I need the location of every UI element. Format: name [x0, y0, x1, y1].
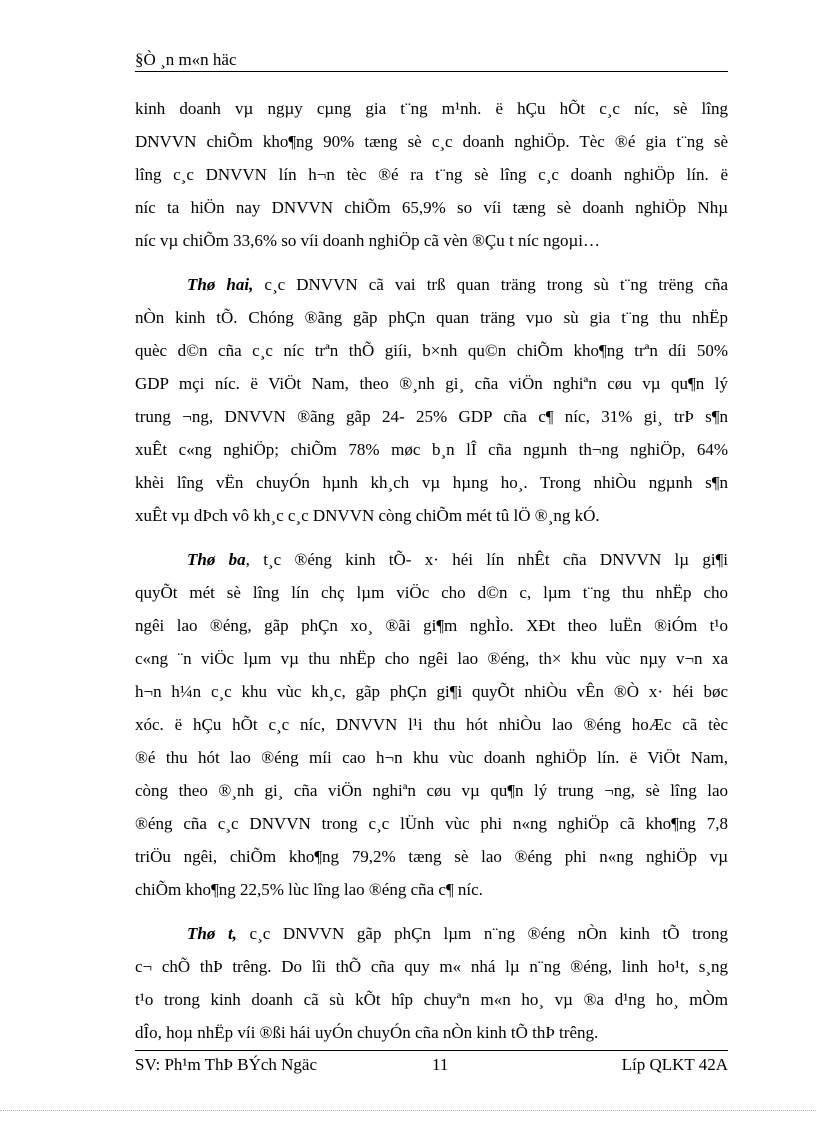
- text-line-rest: c¸c DNVVN gãp phÇn lµm n¨ng ®éng nÒn kinh tÕ trong: [236, 924, 728, 943]
- page-header: [135, 50, 728, 70]
- footer-class: Líp QLKT 42A: [621, 1055, 728, 1074]
- header-title: §Ò ¸n m«n häc: [135, 50, 237, 69]
- page-number: 11: [432, 1055, 449, 1074]
- text-line: nÒn kinh tÕ. Chóng ®ãng gãp phÇn quan träng vµo sù gia t¨ng thu nhËp: [135, 308, 728, 327]
- text-line: quyÕt mét sè lîng lín chç lµm viÖc cho d©n c, lµm t¨ng thu nhËp cho: [135, 583, 728, 602]
- text-line-first: [135, 268, 728, 301]
- text-line: t¹o trong kinh doanh cã sù kÕt hîp chuyªn m«n ho¸ vµ ®a d¹ng ho¸ mÒm: [135, 990, 728, 1009]
- text-line: xuÊt c«ng nghiÖp; chiÕm 78% møc b¸n lÎ cña ngµnh th¬ng nghiÖp, 64%: [135, 440, 728, 459]
- text-line: triÖu ngêi, chiÕm kho¶ng 79,2% tæng sè lao ®éng phi n«ng nghiÖp vµ: [135, 847, 728, 866]
- text-line: lîng c¸c DNVVN lín h¬n tèc ®é ra t¨ng sè lîng c¸c doanh nghiÖp lín. ë: [135, 165, 728, 184]
- text-line: h¬n h¼n c¸c khu vùc kh¸c, gãp phÇn gi¶i quyÕt nhiÒu vÊn ®Ò x· héi bøc: [135, 682, 728, 701]
- footer-divider: [135, 1050, 728, 1051]
- document-body: [135, 92, 728, 1060]
- text-line: níc ta hiÖn nay DNVVN chiÕm 65,9% so víi tæng sè doanh nghiÖp Nhµ: [135, 198, 728, 217]
- paragraph-lead: Thø hai,: [187, 275, 254, 294]
- paragraph-4: [135, 917, 728, 1049]
- text-line: kinh doanh vµ ngµy cµng gia t¨ng m¹nh. ë hÇu hÕt c¸c níc, sè lîng: [135, 99, 728, 118]
- text-line: quèc d©n cña c¸c níc trªn thÕ giíi, b×nh qu©n chiÕm kho¶ng trªn díi 50%: [135, 341, 728, 360]
- text-line: GDP mçi níc. ë ViÖt Nam, theo ®¸nh gi¸ cña viÖn nghiªn cøu vµ qu¶n lý: [135, 374, 728, 393]
- paragraph-3: [135, 543, 728, 906]
- paragraph-2: [135, 268, 728, 532]
- text-line: trung ¬ng, DNVVN ®ãng gãp 24- 25% GDP cña c¶ níc, 31% gi¸ trÞ s¶n: [135, 407, 728, 426]
- text-line: níc vµ chiÕm 33,6% so víi doanh nghiÖp cã vèn ®Çu t níc ngoµi…: [135, 231, 601, 250]
- text-line: ngêi lao ®éng, gãp phÇn xo¸ ®ãi gi¶m nghÌo. XÐt theo luËn ®iÓm t¹o: [135, 616, 728, 635]
- paragraph-lead: Thø t,: [187, 924, 237, 943]
- footer-student: SV: Ph¹m ThÞ BÝch Ngäc: [135, 1055, 318, 1074]
- text-line-first: [135, 543, 728, 576]
- text-line: chiÕm kho¶ng 22,5% lùc lîng lao ®éng cña c¶ níc.: [135, 880, 483, 899]
- paragraph-1: [135, 92, 728, 257]
- text-line: còng theo ®¸nh gi¸ cña viÖn nghiªn cøu vµ qu¶n lý trung ¬ng, sè lîng lao: [135, 781, 728, 800]
- text-line-rest: c¸c DNVVN cã vai trß quan träng trong sù t¨ng trëng cña: [253, 275, 728, 294]
- text-line: dÎo, hoµ nhËp víi ®ßi hái uyÓn chuyÓn cña nÒn kinh tÕ thÞ trêng.: [135, 1023, 599, 1042]
- paragraph-lead: Thø ba: [187, 550, 246, 569]
- text-line: c¬ chÕ thÞ trêng. Do lîi thÕ cña quy m« nhá lµ n¨ng ®éng, linh ho¹t, s¸ng: [135, 957, 728, 976]
- text-line: xuÊt vµ dÞch vô kh¸c c¸c DNVVN còng chiÕm mét tû lÖ ®¸ng kÓ.: [135, 506, 600, 525]
- text-line: ®é thu hót lao ®éng míi cao h¬n khu vùc doanh nghiÖp lín. ë ViÖt Nam,: [135, 748, 728, 767]
- text-line: DNVVN chiÕm kho¶ng 90% tæng sè c¸c doanh nghiÖp. Tèc ®é gia t¨ng sè: [135, 132, 728, 151]
- text-line: ®éng cña c¸c DNVVN trong c¸c lÜnh vùc phi n«ng nghiÖp cã kho¶ng 7,8: [135, 814, 728, 833]
- text-line: khèi lîng vËn chuyÓn hµnh kh¸ch vµ hµng ho¸. Trong nhiÒu ngµnh s¶n: [135, 473, 728, 492]
- page-edge-divider: [0, 1110, 816, 1111]
- text-line-rest: , t¸c ®éng kinh tÕ- x· héi lín nhÊt cña DNVVN lµ gi¶i: [245, 550, 728, 569]
- text-line-first: [135, 917, 728, 950]
- text-line: xóc. ë hÇu hÕt c¸c níc, DNVVN l¹i thu hót nhiÒu lao ®éng hoÆc cã tèc: [135, 715, 728, 734]
- header-divider: [135, 71, 728, 72]
- text-line: c«ng ¨n viÖc lµm vµ thu nhËp cho ngêi lao ®éng, th× khu vùc nµy v¬n xa: [135, 649, 728, 668]
